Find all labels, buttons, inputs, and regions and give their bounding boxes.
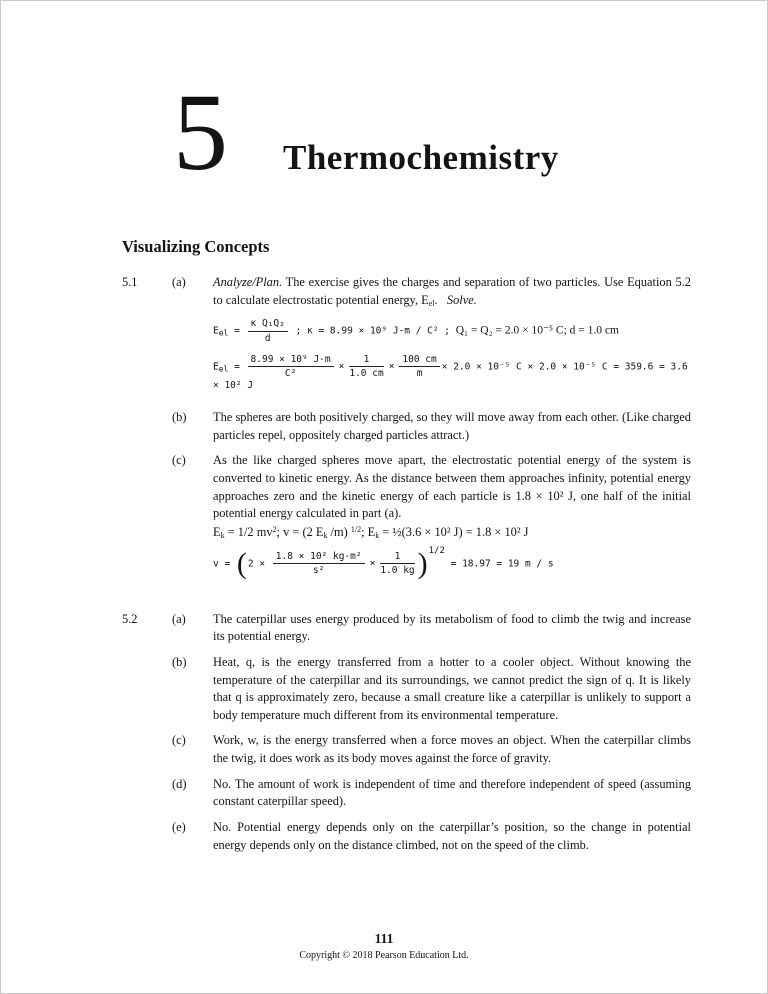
eq2-fraction-3 — [399, 354, 439, 380]
problem-5-1 — [122, 274, 691, 597]
multiply-sign: × — [388, 361, 395, 373]
eq1-constants-mono: ; κ = 8.99 × 10⁹ J-m / C² ; — [289, 325, 456, 337]
page-number: 111 — [374, 931, 394, 946]
eq2-fraction-3-numerator: 100 cm — [399, 354, 439, 367]
analyze-plan-label: Analyze/Plan. — [213, 275, 283, 289]
part-c-text: Work, w, is the energy transferred when a force moves an object. When the caterpillar climbs the twig, it does work as its body moves against the force of gravity. — [213, 733, 691, 766]
section-heading: Visualizing Concepts — [122, 237, 270, 256]
eq4-half-power: 1/2 — [428, 546, 445, 557]
close-parenthesis: ) — [417, 546, 428, 580]
part-d — [172, 776, 691, 811]
part-label: (b) — [172, 410, 187, 425]
eq3-t3: /m) — [327, 524, 351, 539]
eq4-fraction-2 — [380, 551, 414, 577]
equation-eel-definition — [213, 318, 691, 344]
eq3-t5: = ½(3.6 × 10² J) = 1.8 × 10² J — [379, 524, 529, 539]
part-label: (a) — [172, 275, 186, 289]
part-b — [172, 654, 691, 724]
page-footer — [1, 931, 767, 961]
eq2-fraction-2-denominator: 1.0 cm — [349, 368, 384, 380]
part-c-body — [213, 732, 691, 767]
solve-label: Solve. — [446, 292, 477, 307]
part-c — [172, 452, 691, 588]
problem-number: 5.2 — [122, 611, 138, 626]
problem-5-2-parts — [172, 611, 691, 862]
eq4-result: = 18.97 = 19 m / s — [444, 558, 554, 570]
eq2-fraction-1-denominator: C² — [284, 368, 297, 380]
eq3-t4: ; E — [361, 524, 376, 539]
part-c — [172, 732, 691, 767]
equation-kinetic-energy — [213, 525, 691, 540]
eq2-fraction-1 — [248, 354, 334, 380]
part-a-text: The caterpillar uses energy produced by its metabolism of food to climb the twig and increase its potential energy. — [213, 611, 691, 644]
part-label: (b) — [172, 655, 187, 670]
eq1-constants-serif: Q₁ = Q₂ = 2.0 × 10⁻⁵ C; d = 1.0 cm — [455, 324, 619, 337]
part-label: (d) — [172, 776, 187, 791]
part-e-text: No. Potential energy depends only on the caterpillar’s position, so the change in potential energy depends only on the distance climbed, not on the speed of the climb. — [213, 819, 691, 852]
copyright-notice: Copyright © 2018 Pearson Education Ltd. — [299, 950, 469, 961]
part-a-text — [213, 274, 691, 309]
part-b-body — [213, 654, 691, 724]
part-a — [172, 611, 691, 646]
part-d-body — [213, 776, 691, 811]
eq3-e3-subscript: k — [375, 530, 380, 540]
part-c-text: As the like charged spheres move apart, the electrostatic potential energy of the system is converted to kinetic energy. As the distance between them approaches infinity, potential energy approaches zero and the kinetic energy of each particle is 1.8 × 10² J, one half of the initial potential energy calculated in part (a). — [213, 453, 691, 521]
part-a-body — [213, 611, 691, 646]
page-content — [122, 274, 691, 862]
eq4-fraction-1-numerator: 1.8 × 10² kg-m² — [273, 551, 365, 564]
part-a-text-1: The exercise gives the charges and separation of two particles. Use Equation 5.2 to calculate electrostatic potential energy, E — [213, 275, 691, 307]
eq3-squared: 2 — [272, 524, 277, 534]
part-e-body — [213, 819, 691, 854]
eq3-e1: E — [213, 524, 221, 539]
part-a — [172, 274, 691, 401]
problem-5-1-parts — [172, 274, 691, 597]
part-b-body — [213, 409, 691, 444]
eq3-e2-subscript: k — [323, 530, 328, 540]
part-a-text-2: . — [434, 292, 447, 307]
equation-eel-calculation — [213, 354, 691, 391]
eq1-lhs-subscript: el — [218, 328, 229, 338]
open-parenthesis: ( — [236, 546, 247, 580]
eq3-t2: ; v = (2 E — [276, 524, 324, 539]
eq2-equals: = — [228, 361, 246, 373]
eq4-fraction-2-denominator: 1.0 kg — [380, 565, 415, 577]
multiply-sign: × — [338, 361, 345, 373]
part-b-text: Heat, q, is the energy transferred from a hotter to a cooler object. Without knowing the temperature of the caterpillar and its surroundings, we cannot predict the sign of q. It is likely that q is approximately zero, because a small creature like a caterpillar is unlikely to support a body temperature much different from its environmental temperature. — [213, 655, 691, 722]
eq4-pre: 2 × — [247, 558, 271, 570]
eq2-fraction-3-denominator: m — [416, 368, 423, 380]
part-b — [172, 409, 691, 444]
eq1-fraction-denominator: d — [264, 332, 271, 344]
part-label: (c) — [172, 733, 186, 748]
part-label: (e) — [172, 819, 186, 834]
eq3-half-power: 1/2 — [350, 524, 362, 534]
eq4-fraction-2-numerator: 1 — [380, 551, 414, 564]
eq1-equals: = — [228, 325, 246, 337]
part-label: (c) — [172, 453, 186, 468]
problem-number: 5.1 — [122, 275, 138, 289]
eq2-fraction-2-numerator: 1 — [349, 354, 383, 367]
eq2-lhs-subscript: el — [218, 364, 229, 374]
eq1-lhs: E — [213, 325, 219, 337]
equation-velocity — [213, 546, 691, 580]
eq4-lhs: v = — [213, 558, 236, 570]
eq2-lhs: E — [213, 361, 219, 373]
part-e — [172, 819, 691, 854]
subscript-el: el — [428, 298, 435, 308]
chapter-header — [173, 71, 559, 193]
chapter-title: Thermochemistry — [283, 138, 559, 177]
eq2-fraction-2 — [349, 354, 383, 380]
part-b-text: The spheres are both positively charged, so they will move away from each other. (Like charged particles repel, oppositely charged particles attract.) — [213, 410, 691, 442]
part-c-body — [213, 452, 691, 588]
multiply-sign: × — [369, 558, 376, 570]
eq2-fraction-1-numerator: 8.99 × 10⁹ J-m — [248, 354, 334, 367]
eq2-result: × 2.0 × 10⁻⁵ C × 2.0 × 10⁻⁵ C = 359.6 = 3.6 × 10² J — [213, 361, 688, 391]
eq1-fraction-numerator: κ Q₁Q₂ — [248, 318, 288, 331]
part-a-body — [213, 274, 691, 401]
chapter-number: 5 — [173, 71, 228, 193]
eq3-t1: = 1/2 mv — [224, 524, 273, 539]
eq3-e1-subscript: k — [220, 530, 225, 540]
eq4-fraction-1 — [273, 551, 365, 577]
problem-5-2 — [122, 611, 691, 862]
eq4-fraction-1-denominator: s² — [312, 565, 325, 577]
eq1-fraction — [248, 318, 288, 344]
part-d-text: No. The amount of work is independent of time and therefore independent of speed (assuming constant caterpillar speed). — [213, 776, 691, 809]
part-label: (a) — [172, 611, 186, 626]
